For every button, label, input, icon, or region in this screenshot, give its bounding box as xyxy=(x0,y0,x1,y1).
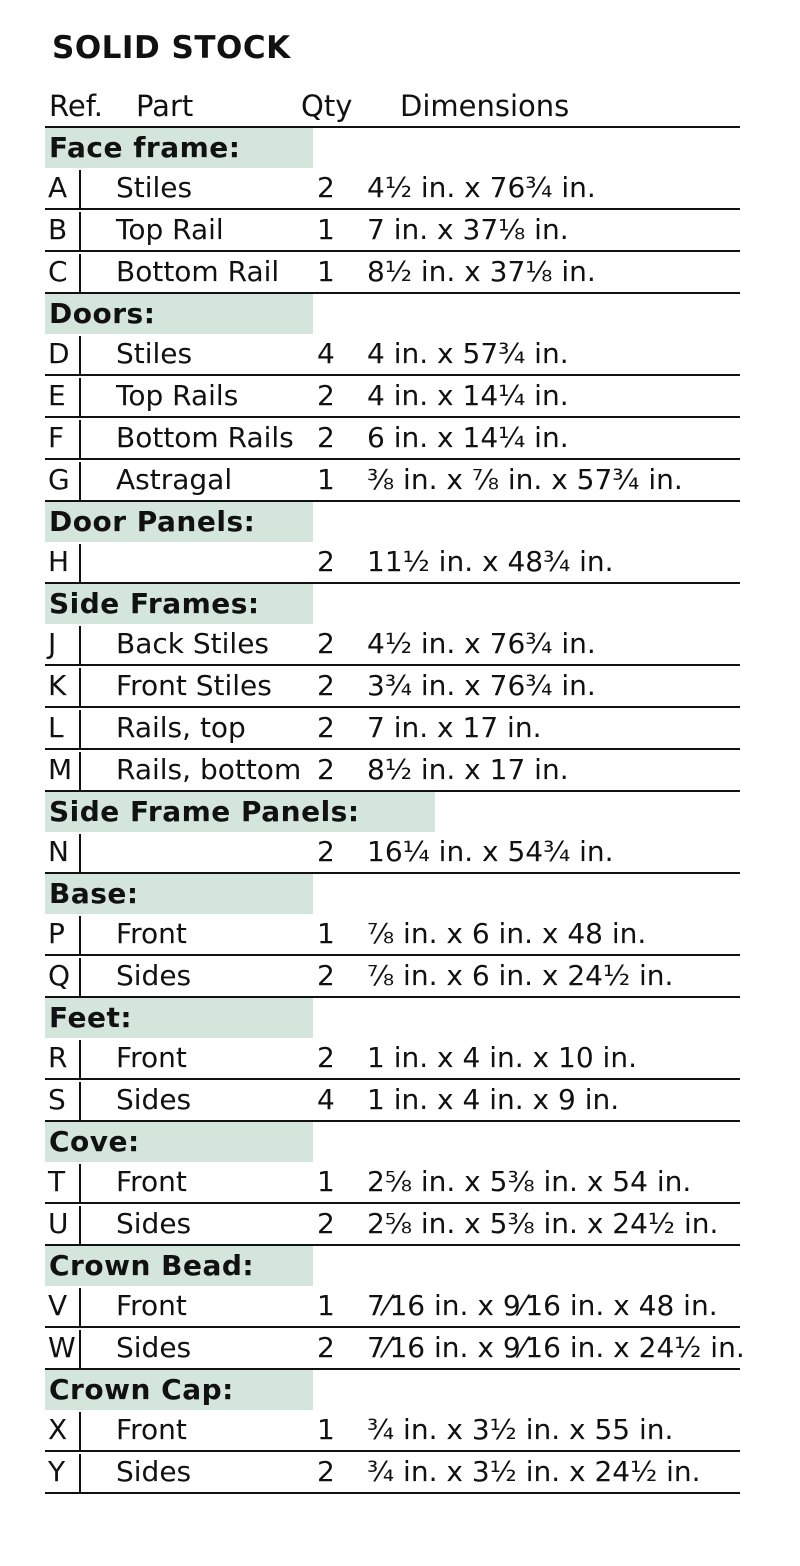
dimensions-cell: 3¾ in. x 76¾ in. xyxy=(367,669,596,702)
ref-divider xyxy=(79,1330,81,1368)
dimensions-cell: 8½ in. x 37⅛ in. xyxy=(367,255,596,288)
section-header xyxy=(45,128,740,168)
ref-cell: G xyxy=(48,463,70,496)
part-cell: Top Rail xyxy=(116,213,224,246)
ref-divider xyxy=(79,254,81,292)
ref-divider xyxy=(79,710,81,748)
ref-cell: N xyxy=(48,835,69,868)
dimensions-cell: ⅜ in. x ⅞ in. x 57¾ in. xyxy=(367,463,683,496)
ref-divider xyxy=(79,1082,81,1120)
table-row xyxy=(45,210,740,252)
table-row xyxy=(45,542,740,584)
table-row xyxy=(45,750,740,792)
dimensions-cell: ¾ in. x 3½ in. x 55 in. xyxy=(367,1413,674,1446)
ref-cell: X xyxy=(48,1413,68,1446)
dimensions-cell: 7⁄16 in. x 9⁄16 in. x 24½ in. xyxy=(367,1331,745,1364)
qty-cell: 2 xyxy=(317,1331,335,1364)
section-title: Side Frame Panels: xyxy=(49,795,360,828)
ref-divider xyxy=(79,1164,81,1202)
dimensions-cell: 4½ in. x 76¾ in. xyxy=(367,171,596,204)
ref-divider xyxy=(79,668,81,706)
ref-cell: B xyxy=(48,213,68,246)
part-cell: Front xyxy=(116,1165,187,1198)
table-row xyxy=(45,376,740,418)
table-row xyxy=(45,1162,740,1204)
section-header xyxy=(45,502,740,542)
part-cell: Rails, top xyxy=(116,711,246,744)
ref-cell: D xyxy=(48,337,70,370)
dimensions-cell: 2⅝ in. x 5⅜ in. x 54 in. xyxy=(367,1165,692,1198)
ref-divider xyxy=(79,170,81,208)
ref-cell: Y xyxy=(48,1455,66,1488)
dimensions-cell: 7 in. x 37⅛ in. xyxy=(367,213,569,246)
table-title: SOLID STOCK xyxy=(52,30,291,66)
qty-cell: 1 xyxy=(317,917,335,950)
dimensions-cell: 2⅝ in. x 5⅜ in. x 24½ in. xyxy=(367,1207,719,1240)
ref-cell: A xyxy=(48,171,68,204)
table-row xyxy=(45,1328,745,1370)
part-cell: Sides xyxy=(116,1331,192,1364)
part-cell: Astragal xyxy=(116,463,233,496)
ref-cell: S xyxy=(48,1083,66,1116)
part-cell: Front xyxy=(116,1413,187,1446)
section-title: Doors: xyxy=(49,297,156,330)
section-title: Feet: xyxy=(49,1001,133,1034)
dimensions-cell: 4½ in. x 76¾ in. xyxy=(367,627,596,660)
column-header-dimensions: Dimensions xyxy=(400,89,570,123)
qty-cell: 2 xyxy=(317,627,335,660)
dimensions-cell: 7 in. x 17 in. xyxy=(367,711,542,744)
column-header-part: Part xyxy=(136,89,194,123)
qty-cell: 4 xyxy=(317,1083,335,1116)
table-row xyxy=(45,1452,740,1494)
table-row xyxy=(45,252,740,294)
table-row xyxy=(45,666,740,708)
qty-cell: 2 xyxy=(317,669,335,702)
dimensions-cell: 6 in. x 14¼ in. xyxy=(367,421,569,454)
cut-list-table xyxy=(45,128,745,1494)
qty-cell: 2 xyxy=(317,1207,335,1240)
ref-cell: L xyxy=(48,711,64,744)
dimensions-cell: 1 in. x 4 in. x 9 in. xyxy=(367,1083,620,1116)
dimensions-cell: 8½ in. x 17 in. xyxy=(367,753,569,786)
section-title: Door Panels: xyxy=(49,505,256,538)
part-cell: Sides xyxy=(116,1083,192,1116)
ref-cell: F xyxy=(48,421,65,454)
table-row xyxy=(45,914,740,956)
part-cell: Bottom Rails xyxy=(116,421,294,454)
part-cell: Front xyxy=(116,1041,187,1074)
dimensions-cell: 1 in. x 4 in. x 10 in. xyxy=(367,1041,637,1074)
qty-cell: 2 xyxy=(317,379,335,412)
dimensions-cell: ⅞ in. x 6 in. x 24½ in. xyxy=(367,959,674,992)
section-title: Crown Bead: xyxy=(49,1249,255,1282)
ref-divider xyxy=(79,958,81,996)
table-row xyxy=(45,334,740,376)
table-row xyxy=(45,168,740,210)
qty-cell: 2 xyxy=(317,171,335,204)
ref-divider xyxy=(79,916,81,954)
ref-divider xyxy=(79,212,81,250)
part-cell: Top Rails xyxy=(116,379,239,412)
ref-cell: C xyxy=(48,255,68,288)
ref-cell: H xyxy=(48,545,70,578)
table-row xyxy=(45,956,740,998)
part-cell: Front xyxy=(116,917,187,950)
qty-cell: 1 xyxy=(317,1289,335,1322)
part-cell: Sides xyxy=(116,1455,192,1488)
table-row xyxy=(45,418,740,460)
qty-cell: 2 xyxy=(317,1041,335,1074)
section-title: Cove: xyxy=(49,1125,140,1158)
ref-cell: E xyxy=(48,379,66,412)
part-cell: Sides xyxy=(116,959,192,992)
table-row xyxy=(45,624,740,666)
section-title: Base: xyxy=(49,877,139,910)
ref-divider xyxy=(79,1040,81,1078)
section-title: Side Frames: xyxy=(49,587,260,620)
section-header xyxy=(45,998,740,1038)
table-row xyxy=(45,708,740,750)
ref-divider xyxy=(79,378,81,416)
part-cell: Bottom Rail xyxy=(116,255,280,288)
section-header xyxy=(45,1246,740,1286)
section-header xyxy=(45,874,740,914)
ref-cell: J xyxy=(48,627,57,660)
dimensions-cell: 7⁄16 in. x 9⁄16 in. x 48 in. xyxy=(367,1289,718,1322)
table-row xyxy=(45,1038,740,1080)
table-row xyxy=(45,832,740,874)
column-header-qty: Qty xyxy=(301,89,353,123)
ref-divider xyxy=(79,626,81,664)
ref-divider xyxy=(79,752,81,790)
dimensions-cell: ⅞ in. x 6 in. x 48 in. xyxy=(367,917,647,950)
table-row xyxy=(45,1286,740,1328)
ref-cell: M xyxy=(48,753,73,786)
ref-divider xyxy=(79,834,81,872)
part-cell: Stiles xyxy=(116,337,193,370)
part-cell: Front Stiles xyxy=(116,669,272,702)
ref-cell: R xyxy=(48,1041,68,1074)
part-cell: Rails, bottom xyxy=(116,753,302,786)
ref-cell: W xyxy=(48,1331,76,1364)
ref-divider xyxy=(79,1454,81,1492)
qty-cell: 2 xyxy=(317,711,335,744)
ref-divider xyxy=(79,1288,81,1326)
column-header-row xyxy=(45,86,740,128)
dimensions-cell: 11½ in. x 48¾ in. xyxy=(367,545,614,578)
ref-cell: T xyxy=(48,1165,66,1198)
ref-divider xyxy=(79,1206,81,1244)
table-row xyxy=(45,460,740,502)
dimensions-cell: 4 in. x 57¾ in. xyxy=(367,337,569,370)
qty-cell: 2 xyxy=(317,835,335,868)
section-header xyxy=(45,1370,740,1410)
table-row xyxy=(45,1410,740,1452)
section-title: Crown Cap: xyxy=(49,1373,234,1406)
dimensions-cell: 16¼ in. x 54¾ in. xyxy=(367,835,614,868)
section-title: Face frame: xyxy=(49,131,241,164)
section-header xyxy=(45,584,740,624)
part-cell: Front xyxy=(116,1289,187,1322)
dimensions-cell: 4 in. x 14¼ in. xyxy=(367,379,569,412)
column-header-ref: Ref. xyxy=(49,89,104,123)
qty-cell: 2 xyxy=(317,753,335,786)
section-header xyxy=(45,294,740,334)
ref-cell: P xyxy=(48,917,65,950)
ref-cell: Q xyxy=(48,959,71,992)
qty-cell: 1 xyxy=(317,463,335,496)
ref-divider xyxy=(79,462,81,500)
qty-cell: 1 xyxy=(317,1165,335,1198)
qty-cell: 2 xyxy=(317,959,335,992)
qty-cell: 1 xyxy=(317,1413,335,1446)
qty-cell: 2 xyxy=(317,1455,335,1488)
qty-cell: 1 xyxy=(317,255,335,288)
dimensions-cell: ¾ in. x 3½ in. x 24½ in. xyxy=(367,1455,701,1488)
qty-cell: 1 xyxy=(317,213,335,246)
ref-divider xyxy=(79,1412,81,1450)
qty-cell: 2 xyxy=(317,421,335,454)
ref-cell: V xyxy=(48,1289,68,1322)
qty-cell: 4 xyxy=(317,337,335,370)
ref-divider xyxy=(79,420,81,458)
table-row xyxy=(45,1204,740,1246)
qty-cell: 2 xyxy=(317,545,335,578)
ref-divider xyxy=(79,336,81,374)
section-header xyxy=(45,1122,740,1162)
ref-divider xyxy=(79,544,81,582)
table-row xyxy=(45,1080,740,1122)
ref-cell: K xyxy=(48,669,67,702)
part-cell: Stiles xyxy=(116,171,193,204)
ref-cell: U xyxy=(48,1207,69,1240)
part-cell: Sides xyxy=(116,1207,192,1240)
section-header xyxy=(45,792,740,832)
part-cell: Back Stiles xyxy=(116,627,270,660)
